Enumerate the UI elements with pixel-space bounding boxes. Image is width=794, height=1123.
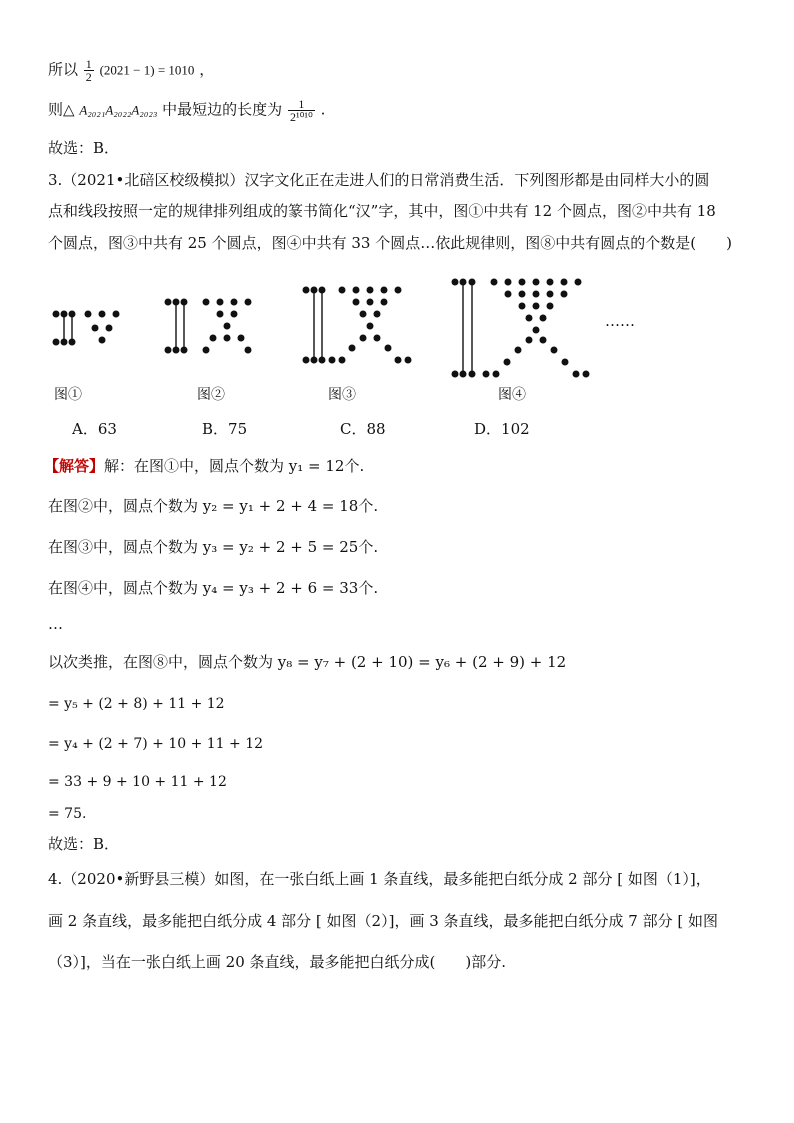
choice-c: C．88: [340, 420, 386, 438]
q3-line-3: 个圆点，图③中共有 25 个圆点，图④中共有 33 个圆点…依此规律则，图⑧中共有圆点的个数是( ): [48, 234, 732, 252]
caption-figure-4: 图④: [498, 387, 526, 403]
solution-line-6: 以次类推，在图⑧中，圆点个数为 y₈ = y₇ + (2 + 10) = y₆ + (2 + 9) + 12: [48, 653, 567, 671]
solution-line-5: …: [48, 615, 63, 633]
choice-b: B．75: [202, 420, 248, 438]
solution-tag: 【解答】: [44, 457, 105, 475]
q3-line-1: 3.（2021•北碚区校级模拟）汉字文化正在走进人们的日常消费生活．下列图形都是由同样大小的圆: [48, 171, 710, 189]
solution-line-3: 在图③中，圆点个数为 y₃ = y₂ + 2 + 5 = 25个.: [48, 538, 379, 556]
caption-figure-3: 图③: [328, 387, 356, 403]
text-prefix: 则△: [48, 100, 75, 119]
q3-line-2: 点和线段按照一定的规律排列组成的篆书简化“汉”字，其中，图①中共有 12 个圆点，图②中共有 18: [48, 202, 716, 220]
solution-answer: 故选：B．: [48, 835, 120, 853]
han-character-figures: [0, 276, 794, 396]
choice-d: D．102: [474, 420, 530, 438]
fraction: [84, 58, 94, 83]
figure-2: [165, 299, 252, 354]
solution-line-8: = y₄ + (2 + 7) + 10 + 11 + 12: [48, 736, 264, 752]
choice-a: A．63: [72, 420, 117, 438]
caption-figure-1: 图①: [54, 387, 82, 403]
fraction: [288, 98, 315, 123]
text-mid: 中最短边的长度为: [162, 100, 283, 119]
figure-ellipsis: ……: [605, 312, 635, 330]
fraction-numerator: 1: [288, 98, 315, 111]
solution-line-4: 在图④中，圆点个数为 y₄ = y₃ + 2 + 6 = 33个.: [48, 579, 379, 597]
text-suffix: .: [320, 100, 326, 119]
caption-figure-2: 图②: [197, 387, 225, 403]
figure-1: [53, 311, 120, 346]
q4-line-3: （3）]，当在一张白纸上画 20 条直线，最多能把白纸分成( )部分.: [48, 953, 506, 971]
solution-line-9: = 33 + 9 + 10 + 11 + 12: [48, 774, 227, 790]
expression: (2021 − 1) = 1010: [99, 62, 195, 78]
fraction-numerator: 1: [85, 57, 92, 71]
solution-line-1: [44, 456, 364, 476]
text-suffix: ，: [199, 60, 215, 79]
figure-4: [452, 279, 590, 378]
fraction-denominator: 2¹⁰¹⁰: [289, 110, 313, 124]
figure-3: [303, 287, 412, 364]
fraction-denominator: 2: [85, 70, 92, 84]
q4-line-2: 画 2 条直线，最多能把白纸分成 4 部分 [ 如图（2）]，画 3 条直线，最多能把白纸分成 7 部分 [ 如图: [48, 912, 718, 930]
solution-text: 解：在图①中，圆点个数为 y₁ = 12个.: [104, 457, 365, 475]
line-so: [48, 58, 214, 83]
q4-line-1: 4.（2020•新野县三模）如图，在一张白纸上画 1 条直线，最多能把白纸分成 2 部分 [ 如图（1）]，: [48, 870, 711, 888]
solution-line-7: = y₅ + (2 + 8) + 11 + 12: [48, 696, 225, 712]
solution-line-2: 在图②中，圆点个数为 y₂ = y₁ + 2 + 4 = 18个.: [48, 497, 379, 515]
solution-line-10: = 75.: [48, 806, 87, 822]
text-prefix: 所以: [48, 60, 79, 79]
triangle-name: A₂₀₂₁A₂₀₂₂A₂₀₂₃: [79, 102, 158, 118]
answer-line: 故选：B．: [48, 139, 120, 157]
line-shortest-edge: [48, 98, 325, 123]
